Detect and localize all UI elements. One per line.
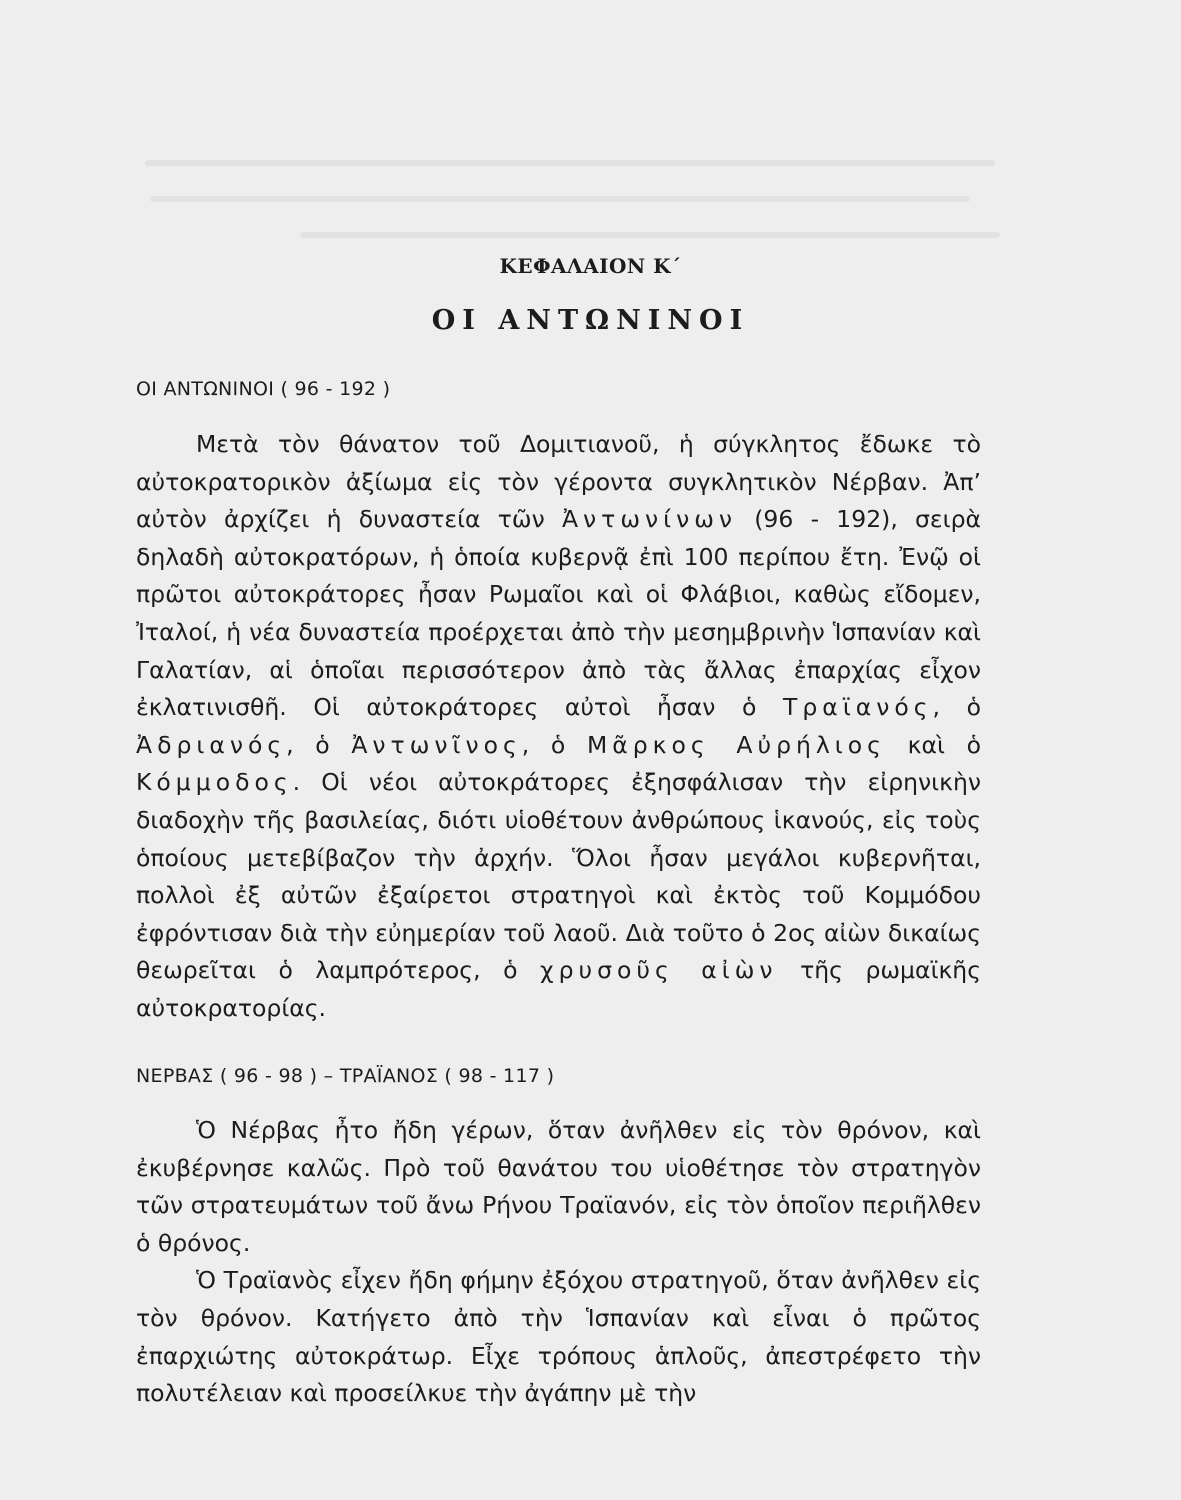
- spaced-golden-age: χρυσοῦς αἰὼν: [540, 956, 778, 985]
- text-run: τῆς ρωμαϊκῆς αὐτοκρατορίας.: [136, 956, 981, 1022]
- chapter-title: ΟΙ ΑΝΤΩΝΙΝΟΙ: [431, 305, 750, 336]
- spaced-name-trajan: Τραϊανός: [783, 693, 933, 722]
- spaced-name-commodus: Κόμμοδος: [136, 768, 293, 797]
- spaced-name-antoninus: Ἀντωνῖνος: [351, 730, 522, 759]
- bleed-through-line: [145, 160, 995, 166]
- text-run: , ὁ: [932, 693, 981, 722]
- text-run: Μετὰ τὸν θάνατον τοῦ Δομιτιανοῦ, ἡ σύγκλητος ἔδωκε τὸ αὐτοκρατορικὸν ἀξίωμα εἰς τὸν γέροντα συγκλητικὸν Νέρβαν. Ἀπ’ αὐτὸν ἀρχίζει ἡ δυναστεία τῶν: [136, 430, 981, 534]
- section-heading-antonines: ΟΙ ΑΝΤΩΝΙΝΟΙ ( 96 - 192 ): [136, 378, 391, 400]
- bleed-through-line: [150, 196, 970, 202]
- section-body-antonines: [136, 426, 981, 1028]
- section-body-nerva-trajan: [136, 1112, 981, 1413]
- text-run: . Οἱ νέοι αὐτοκράτορες ἐξησφάλισαν τὴν εἰρηνικὴν διαδοχὴν τῆς βασιλείας, διότι υἱοθέτουν ἀνθρώπους ἱκανούς, εἰς τοὺς ὁποίους μετεβίβαζον τὴν ἀρχήν. Ὅλοι ἦσαν μεγάλοι κυβερνῆται, πολλοὶ ἐξ αὐτῶν ἐξαίρετοι στρατηγοὶ καὶ ἐκτὸς τοῦ Κομμόδου ἐφρόντισαν διὰ τὴν εὐημερίαν τοῦ λαοῦ. Διὰ τοῦτο ὁ 2ος αἰὼν δικαίως θεωρεῖται ὁ λαμπρότερος, ὁ: [136, 768, 981, 985]
- text-run: , ὁ: [521, 730, 587, 759]
- section-heading-nerva-trajan: ΝΕΡΒΑΣ ( 96 - 98 ) – ΤΡΑΪΑΝΟΣ ( 98 - 117 ): [136, 1065, 555, 1087]
- spaced-name-marcus-aurelius: Μᾶρκος Αὐρήλιος: [587, 730, 886, 759]
- bleed-through-line: [300, 232, 1000, 238]
- text-run: , ὁ: [286, 730, 352, 759]
- paragraph: [136, 426, 981, 1028]
- chapter-label: ΚΕΦΑΛΑΙΟΝ Κ΄: [499, 254, 682, 278]
- paragraph-nerva: Ὁ Νέρβας ἦτο ἤδη γέρων, ὅταν ἀνῆλθεν εἰς τὸν θρόνον, καὶ ἐκυβέρνησε καλῶς. Πρὸ τοῦ θανάτου του υἱοθέτησε τὸν στρατηγὸν τῶν στρατευμάτων τοῦ ἄνω Ρήνου Τραϊανόν, εἰς τὸν ὁποῖον περιῆλθεν ὁ θρόνος.: [136, 1116, 981, 1257]
- text-run: (96 - 192), σειρὰ δηλαδὴ αὐτοκρατόρων, ἡ ὁποία κυβερνᾷ ἐπὶ 100 περίπου ἔτη. Ἐνῷ οἱ πρῶτοι αὐτοκράτορες ἦσαν Ρωμαῖοι καὶ οἱ Φλάβιοι, καθὼς εἴδομεν, Ἰταλοί, ἡ νέα δυναστεία προέρχεται ἀπὸ τὴν μεσημβρινὴν Ἱσπανίαν καὶ Γαλατίαν, αἱ ὁποῖαι περισσότερον ἀπὸ τὰς ἄλλας ἐπαρχίας εἶχον ἐκλατινισθῆ. Οἱ αὐτοκράτορες αὐτοὶ ἦσαν ὁ: [136, 505, 981, 722]
- paragraph-trajan: Ὁ Τραϊανὸς εἶχεν ἤδη φήμην ἐξόχου στρατηγοῦ, ὅταν ἀνῆλθεν εἰς τὸν θρόνον. Κατήγετο ἀπὸ τὴν Ἱσπανίαν καὶ εἶναι ὁ πρῶτος ἐπαρχιώτης αὐτοκράτωρ. Εἶχε τρόπους ἁπλοῦς, ἀπεστρέφετο τὴν πολυτέλειαν καὶ προσείλκυε τὴν ἀγάπην μὲ τὴν: [136, 1266, 981, 1408]
- text-run: καὶ ὁ: [885, 730, 981, 759]
- spaced-name-antonines: Ἀντωνίνων: [561, 505, 738, 534]
- spaced-name-hadrian: Ἀδριανός: [136, 730, 287, 759]
